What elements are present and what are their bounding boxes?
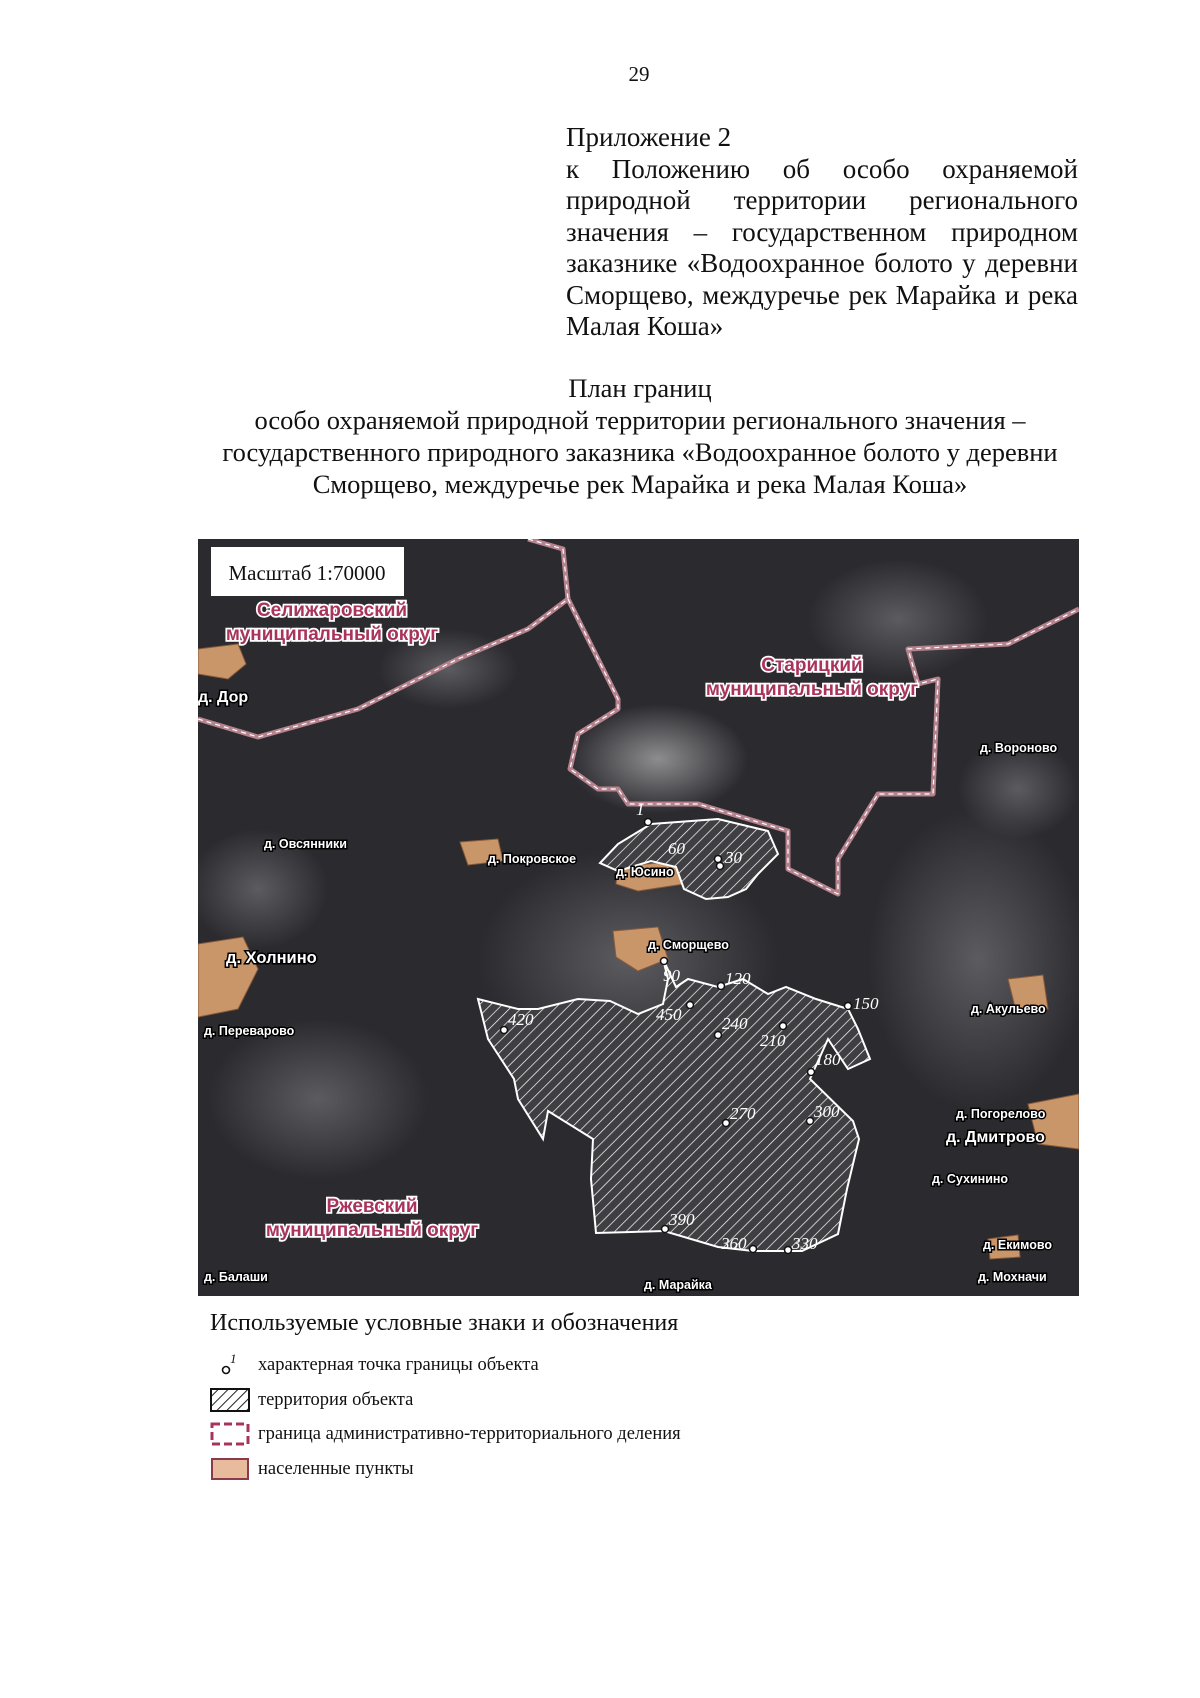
settlement-swatch-icon (210, 1456, 250, 1482)
legend-boundary (210, 1421, 681, 1447)
appendix-title: Приложение 2 (566, 122, 732, 152)
appendix-block (566, 122, 1078, 343)
point-1-label: 1 (636, 800, 645, 819)
district-selizharovo-1: Селижаровский (256, 600, 408, 621)
point-390-label: 390 (669, 1210, 695, 1229)
point-420-dot (501, 1027, 508, 1034)
point-270-dot (723, 1120, 730, 1127)
legend-territory (210, 1387, 413, 1413)
point-300-label: 300 (814, 1102, 840, 1121)
point-270-label: 270 (730, 1104, 756, 1123)
appendix-text: к Положению об особо охраняемой природной территории регионального значения – государственном природном заказнике «Водоохранное болото у деревни Сморщево, междуречье рек Марайка и река Малая Коша» (566, 153, 1078, 341)
village-kholnino: д. Холнино (226, 949, 317, 967)
village-ekimovo: д. Екимово (983, 1238, 1053, 1252)
point-30-label: 30 (725, 848, 742, 867)
village-pokrovskoe: д. Покровское (488, 852, 577, 866)
point-390-dot (662, 1226, 669, 1233)
legend-point (210, 1352, 539, 1378)
legend-point-label: характерная точка границы объекта (258, 1354, 539, 1375)
point-330-label: 330 (792, 1234, 818, 1253)
point-60-label: 60 (668, 839, 685, 858)
point-150-label: 150 (853, 994, 879, 1013)
legend-boundary-label: граница административно-территориального деления (258, 1423, 681, 1444)
village-smorshchevo: д. Сморщево (648, 938, 729, 952)
legend-territory-label: территория объекта (258, 1389, 414, 1410)
legend-title: Используемые условные знаки и обозначения (210, 1310, 679, 1336)
village-sukhinino: д. Сухинино (932, 1172, 1009, 1186)
point-120-dot (718, 983, 725, 990)
village-pogorelovo: д. Погорелово (956, 1107, 1046, 1121)
point-420-label: 420 (508, 1010, 534, 1029)
point-150-dot (845, 1003, 852, 1010)
map (198, 539, 1079, 1296)
point-240-dot (715, 1032, 722, 1039)
point-symbol-icon (210, 1352, 250, 1378)
point-1-dot (645, 819, 652, 826)
page-number: 29 (628, 62, 650, 86)
district-staritsa-1: Старицкий (761, 655, 863, 676)
scale-text: Масштаб 1:70000 (228, 561, 386, 585)
point-180-dot (808, 1069, 815, 1076)
svg-text:1: 1 (230, 1352, 237, 1366)
point-360-label: 360 (721, 1234, 747, 1253)
village-mokhnachi: д. Мохначи (978, 1270, 1047, 1284)
point-30-dot (717, 863, 724, 870)
village-akulyevo: д. Акульево (971, 1002, 1046, 1016)
plan-line-2: особо охраняемой природной территории регионального значения – (254, 405, 1026, 435)
point-240-label: 240 (722, 1014, 748, 1033)
plan-heading (150, 372, 1130, 500)
plan-line-4: Сморщево, междуречье рек Марайка и река Малая Коша» (312, 469, 968, 499)
district-staritsa-2: муниципальный округ (705, 679, 919, 700)
point-120-label: 120 (725, 969, 751, 988)
point-330-dot (785, 1247, 792, 1254)
village-yusino: д. Юсино (616, 865, 674, 879)
point-210-label: 210 (760, 1031, 786, 1050)
point-300-dot (807, 1118, 814, 1125)
village-dor: д. Дор (198, 689, 249, 706)
point-360-dot (750, 1246, 757, 1253)
district-rzhev-2: муниципальный округ (265, 1220, 479, 1241)
district-selizharovo-2: муниципальный округ (225, 624, 439, 645)
point-90-dot (661, 958, 668, 965)
village-voronovo: д. Вороново (980, 741, 1058, 755)
district-rzhev-1: Ржевский (326, 1196, 418, 1217)
point-450-label: 450 (656, 1005, 682, 1024)
hatch-icon (210, 1387, 250, 1413)
plan-line-1: План границ (568, 373, 712, 403)
dashed-boundary-icon (210, 1421, 250, 1447)
legend-settlements-label: населенные пункты (258, 1458, 414, 1479)
village-balashi: д. Балаши (204, 1270, 268, 1284)
village-dmitrovo: д. Дмитрово (946, 1129, 1045, 1146)
village-perevarovo: д. Переварово (204, 1024, 295, 1038)
point-60-dot (715, 856, 722, 863)
point-450-dot (687, 1002, 694, 1009)
point-180-label: 180 (815, 1050, 841, 1069)
village-ovsyanniki: д. Овсянники (264, 837, 347, 851)
plan-line-3: государственного природного заказника «Водоохранное болото у деревни (222, 437, 1058, 467)
village-maraika: д. Марайка (644, 1278, 712, 1292)
point-210-dot (780, 1023, 787, 1030)
point-90-label: 90 (663, 966, 680, 985)
legend-settlements (210, 1456, 414, 1482)
